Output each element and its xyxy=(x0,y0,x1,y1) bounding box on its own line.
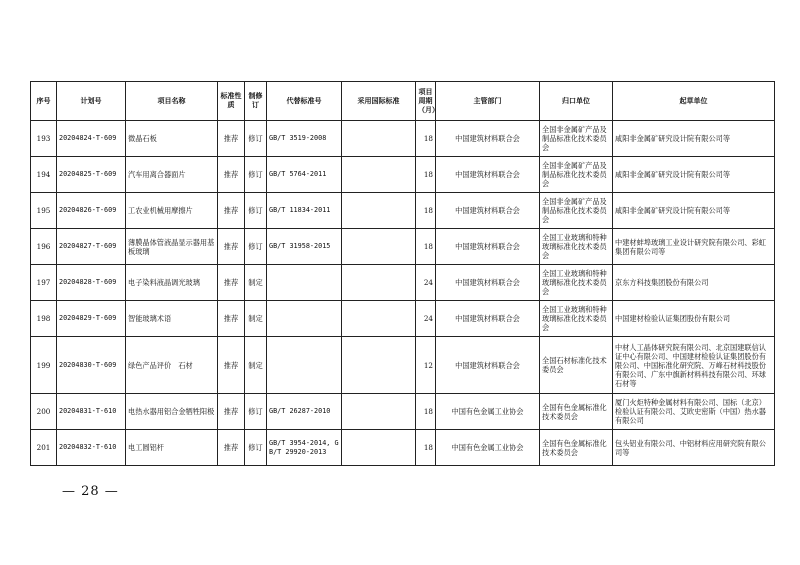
page-number: — 28 — xyxy=(62,484,119,499)
cell-period: 24 xyxy=(416,265,436,301)
cell-tc: 全国工业玻璃和特种玻璃标准化技术委员会 xyxy=(540,229,613,265)
cell-no: 198 xyxy=(31,301,57,337)
header-department: 主管部门 xyxy=(436,82,540,121)
cell-revision: 制定 xyxy=(245,301,267,337)
cell-nature: 推荐 xyxy=(218,121,245,157)
cell-period: 18 xyxy=(416,121,436,157)
cell-no: 200 xyxy=(31,394,57,430)
header-replaced-standard: 代替标准号 xyxy=(267,82,342,121)
cell-department: 中国建筑材料联合会 xyxy=(436,229,540,265)
cell-replaced-standard: GB/T 26287-2010 xyxy=(267,394,342,430)
cell-intl-standard xyxy=(342,430,416,466)
cell-replaced-standard: GB/T 3954-2014, GB/T 29920-2013 xyxy=(267,430,342,466)
cell-project-name: 薄膜晶体管液晶显示器用基板玻璃 xyxy=(126,229,218,265)
header-nature: 标准性质 xyxy=(218,82,245,121)
cell-no: 197 xyxy=(31,265,57,301)
header-period: 项目周期（月） xyxy=(416,82,436,121)
cell-intl-standard xyxy=(342,229,416,265)
cell-intl-standard xyxy=(342,394,416,430)
cell-tc: 全国石材标准化技术委员会 xyxy=(540,337,613,394)
table-body xyxy=(31,121,775,466)
cell-drafter: 咸阳非金属矿研究设计院有限公司等 xyxy=(613,193,775,229)
header-drafter: 起草单位 xyxy=(613,82,775,121)
cell-replaced-standard: GB/T 31958-2015 xyxy=(267,229,342,265)
cell-tc: 全国非金属矿产品及制品标准化技术委员会 xyxy=(540,121,613,157)
cell-department: 中国建筑材料联合会 xyxy=(436,301,540,337)
cell-revision: 修订 xyxy=(245,121,267,157)
cell-nature: 推荐 xyxy=(218,229,245,265)
table-row xyxy=(31,337,775,394)
cell-tc: 全国非金属矿产品及制品标准化技术委员会 xyxy=(540,157,613,193)
table-row xyxy=(31,157,775,193)
cell-replaced-standard: GB/T 3519-2008 xyxy=(267,121,342,157)
cell-no: 199 xyxy=(31,337,57,394)
cell-intl-standard xyxy=(342,121,416,157)
cell-replaced-standard xyxy=(267,265,342,301)
cell-intl-standard xyxy=(342,265,416,301)
cell-drafter: 中国建材检验认证集团股份有限公司 xyxy=(613,301,775,337)
cell-plan-no: 20204825-T-609 xyxy=(57,157,126,193)
cell-no: 193 xyxy=(31,121,57,157)
cell-nature: 推荐 xyxy=(218,301,245,337)
cell-plan-no: 20204829-T-609 xyxy=(57,301,126,337)
cell-period: 24 xyxy=(416,301,436,337)
cell-department: 中国建筑材料联合会 xyxy=(436,193,540,229)
cell-plan-no: 20204827-T-609 xyxy=(57,229,126,265)
table-row xyxy=(31,265,775,301)
cell-plan-no: 20204824-T-609 xyxy=(57,121,126,157)
cell-project-name: 电子染料液晶调光玻璃 xyxy=(126,265,218,301)
cell-project-name: 电热水器用铝合金牺牲阳极 xyxy=(126,394,218,430)
cell-drafter: 中材人工晶体研究院有限公司、北京国建联信认证中心有限公司、中国建材检验认证集团股份有限公司、中国标准化研究院、万峰石材科技股份有限公司、广东中旗新材料科技有限公司、环球石材等 xyxy=(613,337,775,394)
cell-tc: 全国有色金属标准化技术委员会 xyxy=(540,394,613,430)
table-row xyxy=(31,430,775,466)
cell-department: 中国建筑材料联合会 xyxy=(436,337,540,394)
standards-plan-table xyxy=(30,81,775,466)
cell-period: 18 xyxy=(416,157,436,193)
cell-drafter: 中建材蚌埠玻璃工业设计研究院有限公司、彩虹集团有限公司等 xyxy=(613,229,775,265)
cell-drafter: 咸阳非金属矿研究设计院有限公司等 xyxy=(613,157,775,193)
cell-replaced-standard: GB/T 11834-2011 xyxy=(267,193,342,229)
cell-period: 12 xyxy=(416,337,436,394)
cell-nature: 推荐 xyxy=(218,265,245,301)
cell-tc: 全国有色金属标准化技术委员会 xyxy=(540,430,613,466)
table-row xyxy=(31,229,775,265)
cell-no: 194 xyxy=(31,157,57,193)
cell-plan-no: 20204826-T-609 xyxy=(57,193,126,229)
cell-no: 196 xyxy=(31,229,57,265)
header-revision: 制修订 xyxy=(245,82,267,121)
cell-department: 中国建筑材料联合会 xyxy=(436,121,540,157)
cell-revision: 制定 xyxy=(245,337,267,394)
cell-project-name: 微晶石板 xyxy=(126,121,218,157)
cell-replaced-standard: GB/T 5764-2011 xyxy=(267,157,342,193)
cell-revision: 修订 xyxy=(245,430,267,466)
table-row xyxy=(31,301,775,337)
cell-period: 18 xyxy=(416,193,436,229)
cell-project-name: 工农业机械用摩擦片 xyxy=(126,193,218,229)
header-tc: 归口单位 xyxy=(540,82,613,121)
cell-intl-standard xyxy=(342,193,416,229)
cell-nature: 推荐 xyxy=(218,337,245,394)
cell-plan-no: 20204831-T-610 xyxy=(57,394,126,430)
cell-tc: 全国非金属矿产品及制品标准化技术委员会 xyxy=(540,193,613,229)
cell-drafter: 咸阳非金属矿研究设计院有限公司等 xyxy=(613,121,775,157)
table-row xyxy=(31,394,775,430)
header-project-name: 项目名称 xyxy=(126,82,218,121)
header-plan-no: 计划号 xyxy=(57,82,126,121)
table-row xyxy=(31,193,775,229)
cell-no: 201 xyxy=(31,430,57,466)
cell-nature: 推荐 xyxy=(218,157,245,193)
cell-department: 中国建筑材料联合会 xyxy=(436,265,540,301)
cell-period: 18 xyxy=(416,430,436,466)
cell-project-name: 智能玻璃术语 xyxy=(126,301,218,337)
cell-nature: 推荐 xyxy=(218,193,245,229)
cell-project-name: 汽车用离合器面片 xyxy=(126,157,218,193)
cell-revision: 修订 xyxy=(245,394,267,430)
cell-revision: 制定 xyxy=(245,265,267,301)
cell-department: 中国有色金属工业协会 xyxy=(436,430,540,466)
table-header-row xyxy=(31,82,775,121)
cell-intl-standard xyxy=(342,301,416,337)
cell-tc: 全国工业玻璃和特种玻璃标准化技术委员会 xyxy=(540,301,613,337)
cell-plan-no: 20204828-T-609 xyxy=(57,265,126,301)
cell-period: 18 xyxy=(416,229,436,265)
header-no: 序号 xyxy=(31,82,57,121)
cell-nature: 推荐 xyxy=(218,394,245,430)
cell-revision: 修订 xyxy=(245,157,267,193)
cell-project-name: 电工圆铝杆 xyxy=(126,430,218,466)
cell-revision: 修订 xyxy=(245,229,267,265)
cell-period: 18 xyxy=(416,394,436,430)
cell-intl-standard xyxy=(342,337,416,394)
cell-tc: 全国工业玻璃和特种玻璃标准化技术委员会 xyxy=(540,265,613,301)
cell-drafter: 京东方科技集团股份有限公司 xyxy=(613,265,775,301)
cell-department: 中国有色金属工业协会 xyxy=(436,394,540,430)
cell-replaced-standard xyxy=(267,337,342,394)
cell-department: 中国建筑材料联合会 xyxy=(436,157,540,193)
cell-plan-no: 20204832-T-610 xyxy=(57,430,126,466)
cell-nature: 推荐 xyxy=(218,430,245,466)
cell-revision: 修订 xyxy=(245,193,267,229)
cell-project-name: 绿色产品评价 石材 xyxy=(126,337,218,394)
cell-plan-no: 20204830-T-609 xyxy=(57,337,126,394)
cell-intl-standard xyxy=(342,157,416,193)
table-row xyxy=(31,121,775,157)
cell-drafter: 厦门火炬特种金属材料有限公司、国标（北京）检验认证有限公司、艾欧史密斯（中国）热水器有限公司 xyxy=(613,394,775,430)
cell-replaced-standard xyxy=(267,301,342,337)
cell-drafter: 包头铝业有限公司、中铝材料应用研究院有限公司等 xyxy=(613,430,775,466)
header-intl-standard: 采用国际标准 xyxy=(342,82,416,121)
cell-no: 195 xyxy=(31,193,57,229)
